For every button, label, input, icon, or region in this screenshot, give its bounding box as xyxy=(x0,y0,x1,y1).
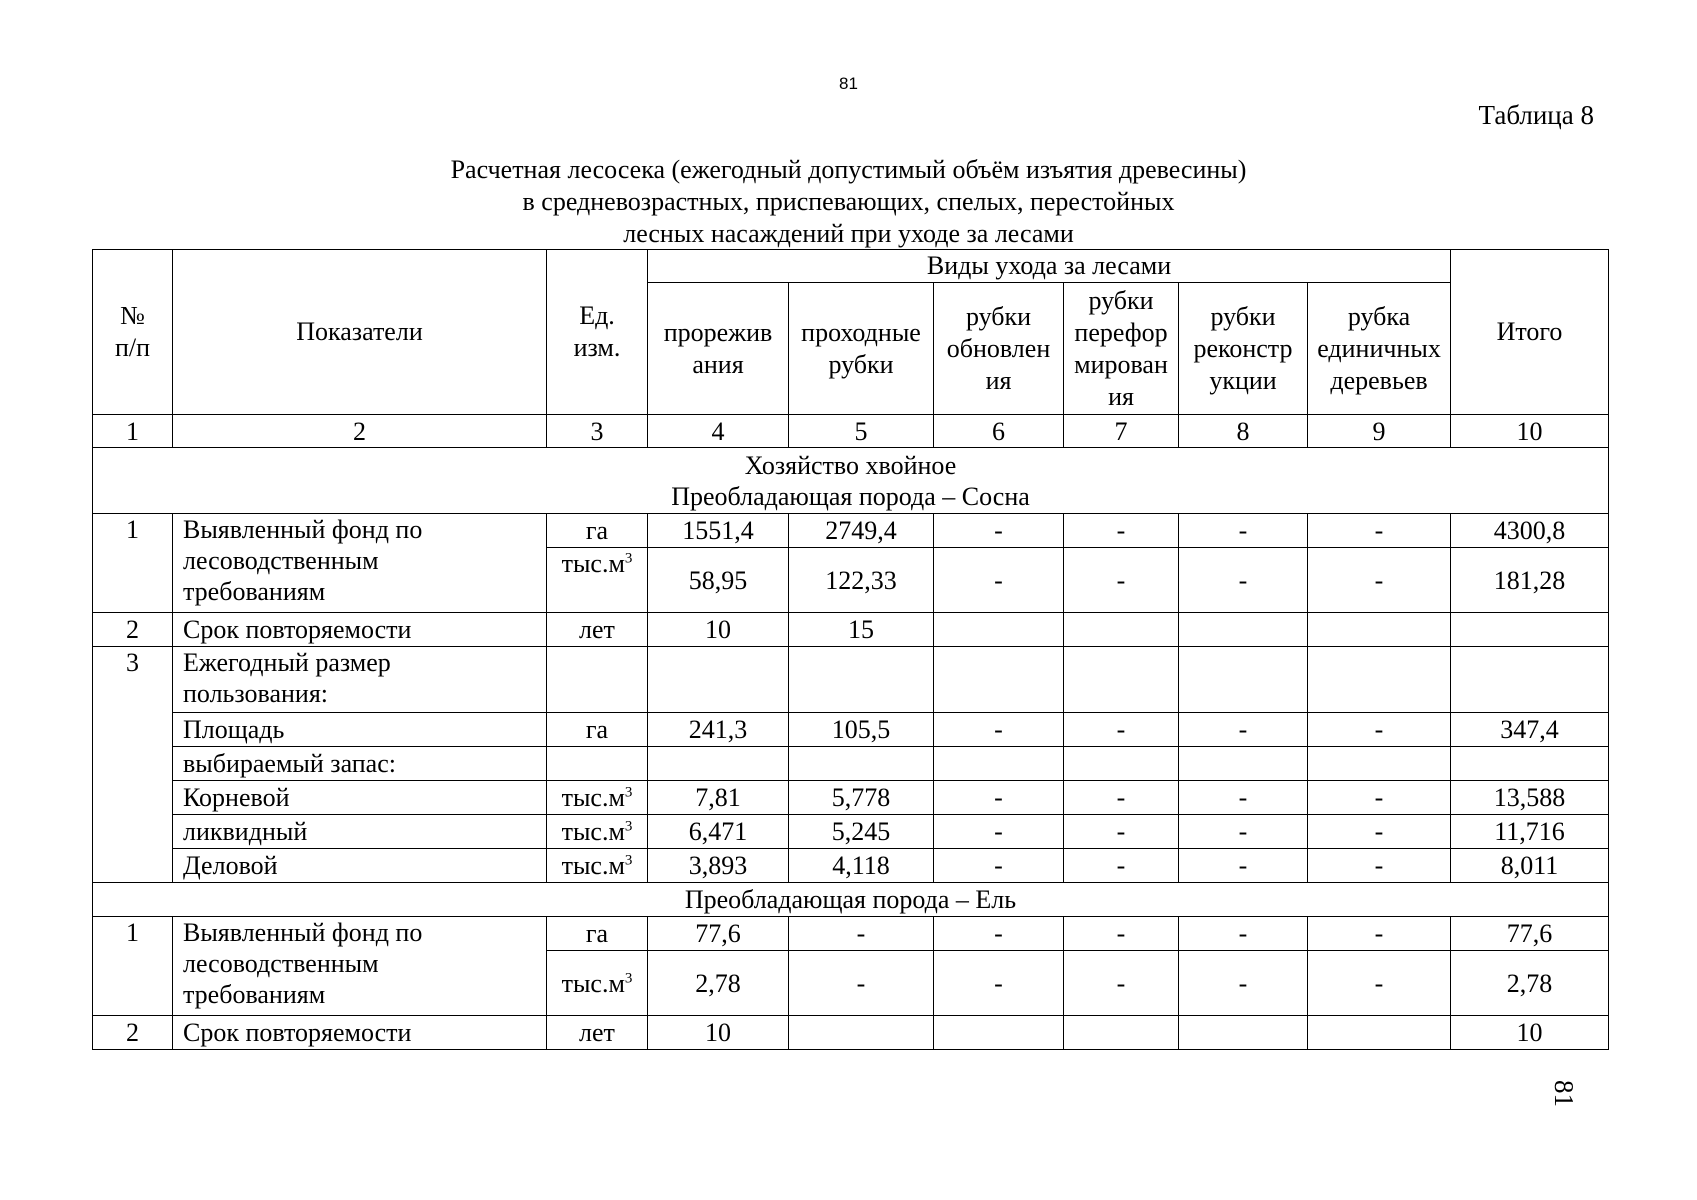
total-cell: 8,011 xyxy=(1451,849,1609,883)
value-cell xyxy=(1179,613,1308,647)
value-cell: 3,893 xyxy=(648,849,789,883)
row-label: Корневой xyxy=(173,781,547,815)
value-cell: - xyxy=(934,548,1064,613)
total-cell: 11,716 xyxy=(1451,815,1609,849)
row-label: Выявленный фонд по лесоводственным требованиям xyxy=(173,514,547,613)
value-cell: - xyxy=(1308,917,1451,951)
table-label: Таблица 8 xyxy=(1478,100,1594,130)
value-cell: 105,5 xyxy=(789,713,934,747)
value-cell xyxy=(934,747,1064,781)
side-page-number: 81 xyxy=(1549,1080,1579,1107)
total-cell: 4300,8 xyxy=(1451,514,1609,548)
value-cell xyxy=(1308,1016,1451,1050)
row-label: Срок повторяемости xyxy=(173,1016,547,1050)
col-number: 2 xyxy=(173,415,547,448)
value-cell: - xyxy=(1064,849,1179,883)
value-cell: 4,118 xyxy=(789,849,934,883)
header-thinning: прорежив ания xyxy=(648,283,789,415)
value-cell xyxy=(1179,1016,1308,1050)
row-label: ликвидный xyxy=(173,815,547,849)
value-cell: - xyxy=(1064,514,1179,548)
value-cell: - xyxy=(1308,514,1451,548)
unit-cell: $тыс.м^3$ xyxy=(547,849,648,883)
value-cell: 5,778 xyxy=(789,781,934,815)
title-line: в средневозрастных, приспевающих, спелых, перестойных xyxy=(522,187,1175,216)
value-cell xyxy=(934,613,1064,647)
total-cell: 347,4 xyxy=(1451,713,1609,747)
row-label: Площадь xyxy=(173,713,547,747)
value-cell: 5,245 xyxy=(789,815,934,849)
table-row xyxy=(93,781,1609,815)
value-cell: - xyxy=(1179,514,1308,548)
value-cell: - xyxy=(934,781,1064,815)
row-label: Срок повторяемости xyxy=(173,613,547,647)
unit-cell: га xyxy=(547,917,648,951)
value-cell: - xyxy=(1308,951,1451,1016)
unit-cell: га xyxy=(547,713,648,747)
value-cell xyxy=(1179,747,1308,781)
col-number: 5 xyxy=(789,415,934,448)
value-cell: - xyxy=(1308,849,1451,883)
row-number: 1 xyxy=(93,917,173,1016)
value-cell: - xyxy=(1064,781,1179,815)
unit-cell: $тыс.м^3$ xyxy=(547,815,648,849)
header-single-tree-cutting: рубка единичных деревьев xyxy=(1308,283,1451,415)
value-cell: - xyxy=(1308,713,1451,747)
value-cell: 7,81 xyxy=(648,781,789,815)
col-number: 7 xyxy=(1064,415,1179,448)
col-number: 6 xyxy=(934,415,1064,448)
table-row xyxy=(93,613,1609,647)
value-cell: - xyxy=(1064,548,1179,613)
value-cell: - xyxy=(934,849,1064,883)
section-heading-pine: Хозяйство хвойное Преобладающая порода – Сосна xyxy=(93,448,1609,514)
value-cell xyxy=(1064,1016,1179,1050)
value-cell: 10 xyxy=(648,1016,789,1050)
value-cell: - xyxy=(1179,917,1308,951)
total-cell: 13,588 xyxy=(1451,781,1609,815)
header-care-types: Виды ухода за лесами xyxy=(648,250,1451,283)
row-number: 2 xyxy=(93,613,173,647)
value-cell: - xyxy=(934,514,1064,548)
value-cell: - xyxy=(934,917,1064,951)
value-cell xyxy=(1179,647,1308,713)
value-cell: - xyxy=(1179,548,1308,613)
column-numbers-row xyxy=(93,415,1609,448)
header-passage-cutting: проходные рубки xyxy=(789,283,934,415)
value-cell xyxy=(1064,647,1179,713)
value-cell xyxy=(1308,747,1451,781)
value-cell: 122,33 xyxy=(789,548,934,613)
unit-cell xyxy=(547,647,648,713)
value-cell xyxy=(934,647,1064,713)
value-cell: - xyxy=(1179,849,1308,883)
col-number: 9 xyxy=(1308,415,1451,448)
value-cell xyxy=(648,647,789,713)
row-number: 1 xyxy=(93,514,173,613)
header-num: № п/п xyxy=(93,250,173,415)
total-cell: 10 xyxy=(1451,1016,1609,1050)
table-row xyxy=(93,713,1609,747)
unit-cell: лет xyxy=(547,1016,648,1050)
value-cell: 15 xyxy=(789,613,934,647)
table-row xyxy=(93,647,1609,713)
unit-cell: $тыс.м^3$ xyxy=(547,951,648,1016)
row-number: 2 xyxy=(93,1016,173,1050)
page-number: 81 xyxy=(839,74,858,93)
forest-cut-table xyxy=(92,249,1609,1050)
header-renewal-cutting: рубки обновлен ия xyxy=(934,283,1064,415)
value-cell xyxy=(1308,613,1451,647)
value-cell: - xyxy=(934,815,1064,849)
value-cell: - xyxy=(934,713,1064,747)
table-row xyxy=(93,815,1609,849)
value-cell xyxy=(648,747,789,781)
value-cell: - xyxy=(934,951,1064,1016)
value-cell xyxy=(789,647,934,713)
total-cell xyxy=(1451,647,1609,713)
col-number: 4 xyxy=(648,415,789,448)
value-cell: - xyxy=(1179,781,1308,815)
row-label: Деловой xyxy=(173,849,547,883)
value-cell xyxy=(789,747,934,781)
table-row xyxy=(93,514,1609,548)
value-cell xyxy=(1064,747,1179,781)
value-cell: 1551,4 xyxy=(648,514,789,548)
total-cell: 2,78 xyxy=(1451,951,1609,1016)
row-number: 3 xyxy=(93,647,173,883)
table-row xyxy=(93,747,1609,781)
value-cell: - xyxy=(1179,815,1308,849)
col-number: 1 xyxy=(93,415,173,448)
total-cell: 77,6 xyxy=(1451,917,1609,951)
value-cell: 6,471 xyxy=(648,815,789,849)
value-cell: - xyxy=(1308,548,1451,613)
value-cell: - xyxy=(1064,713,1179,747)
table-row xyxy=(93,849,1609,883)
total-cell: 181,28 xyxy=(1451,548,1609,613)
col-number: 8 xyxy=(1179,415,1308,448)
unit-cell: $тыс.м^3$ xyxy=(547,781,648,815)
table-title xyxy=(0,154,1697,250)
title-line: лесных насаждений при уходе за лесами xyxy=(623,219,1074,248)
unit-cell: лет xyxy=(547,613,648,647)
value-cell: - xyxy=(789,951,934,1016)
value-cell: 58,95 xyxy=(648,548,789,613)
header-total: Итого xyxy=(1451,250,1609,415)
value-cell xyxy=(934,1016,1064,1050)
row-label: Выявленный фонд по лесоводственным требованиям xyxy=(173,917,547,1016)
value-cell: - xyxy=(1179,951,1308,1016)
col-number: 10 xyxy=(1451,415,1609,448)
title-line: Расчетная лесосека (ежегодный допустимый объём изъятия древесины) xyxy=(450,155,1247,184)
header-reformation-cutting: рубки перефор мирован ия xyxy=(1064,283,1179,415)
total-cell xyxy=(1451,747,1609,781)
header-indicators: Показатели xyxy=(173,250,547,415)
value-cell: 77,6 xyxy=(648,917,789,951)
value-cell: - xyxy=(789,917,934,951)
value-cell xyxy=(1308,647,1451,713)
value-cell: 10 xyxy=(648,613,789,647)
section-heading-spruce: Преобладающая порода – Ель xyxy=(93,883,1609,917)
value-cell: - xyxy=(1308,815,1451,849)
value-cell: 2749,4 xyxy=(789,514,934,548)
value-cell: 2,78 xyxy=(648,951,789,1016)
table-row xyxy=(93,917,1609,951)
unit-cell: га xyxy=(547,514,648,548)
row-label: Ежегодный размер пользования: xyxy=(173,647,547,713)
row-label: выбираемый запас: xyxy=(173,747,547,781)
value-cell: - xyxy=(1064,951,1179,1016)
header-reconstruction-cutting: рубки реконстр укции xyxy=(1179,283,1308,415)
value-cell xyxy=(1064,613,1179,647)
table-row xyxy=(93,1016,1609,1050)
value-cell: - xyxy=(1308,781,1451,815)
unit-cell xyxy=(547,747,648,781)
value-cell: - xyxy=(1064,815,1179,849)
value-cell: - xyxy=(1064,917,1179,951)
value-cell xyxy=(789,1016,934,1050)
header-unit: Ед. изм. xyxy=(547,250,648,415)
value-cell: 241,3 xyxy=(648,713,789,747)
unit-cell: $тыс.м^3$ xyxy=(547,548,648,613)
total-cell xyxy=(1451,613,1609,647)
col-number: 3 xyxy=(547,415,648,448)
value-cell: - xyxy=(1179,713,1308,747)
